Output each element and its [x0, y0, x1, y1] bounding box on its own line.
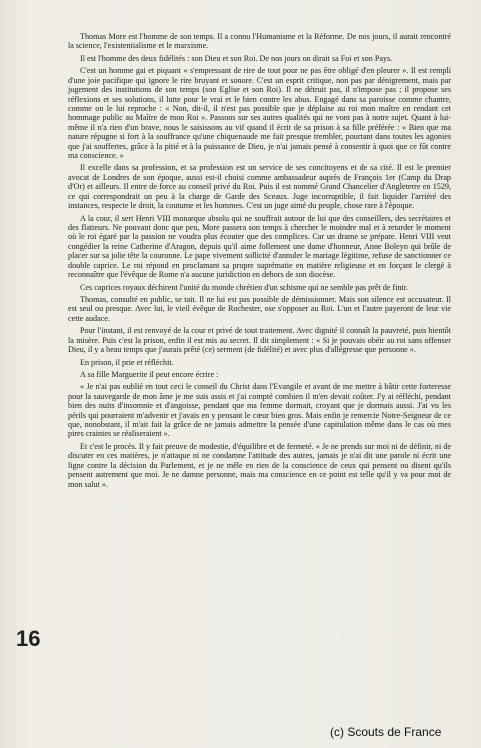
paragraph: Pour l'instant, il est renvoyé de la cour et privé de tout traitement. Avec dignité il connaît la pauvreté, puis bientôt la misère. Puis c'est la prison, enfin il est mis au secret. Il dit simplement : « Si je pouvais obéir au roi sans offenser Dieu, il y a beau temps que j'aurais prêté (ce) serment (de fidélité) et avec plus d'allégresse que personne ».: [68, 326, 451, 355]
paragraph: Il excelle dans sa profession, et sa profession est un service de ses concitoyens et de sa cité. Il est le premier avocat de Londres de son époque, aussi est-il choisi comme ambassadeur auprès de François 1er (Camp du Drap d'Or) et ailleurs. Il entre de force au conseil privé du Roi. Puis il est nommé Grand Chancelier d'Angleterre en 1529, ce qui correspondrait un peu à la charge de Garde des Sceaux. Juge incorruptible, il fait liquider l'arriéré des instances, respecte le droit, la coutume et les hommes. C'est un juge aimé du peuple, chose rare à l'époque.: [68, 163, 451, 211]
paragraph: Il est l'homme des deux fidélités : son Dieu et son Roi. De nos jours on dirait sa Foi et son Pays.: [80, 53, 393, 63]
paragraph: « Je n'ai pas oublié en tout ceci le conseil du Christ dans l'Evangile et avant de me mettre à bâtir cette forteresse pour la sauvegarde de mon âme je me suis assis et j'ai compté combien il m'en devait coûter. J'y ai réfléchi, pendant bien des nuits d'insomnie et d'angoisse, pendant que ma femme dormait, croyant que je dormais aussi. J'ai vu les périls qui pourraient m'advenir et j'avais en y pensant le cœur bien gros. Mais enfin je remercie Notre-Seigneur de ce que, nonobstant, il m'ait fait la grâce de ne jamais admettre la pensée d'une capitulation même dans le cas où mes pires craintes se réaliseraient ».: [68, 382, 451, 439]
paragraph: Ces caprices royaux déchirent l'unité du monde chrétien d'un schisme qui ne semble pas prêt de finir.: [80, 282, 409, 292]
page-number: 16: [16, 626, 41, 651]
paragraph: Thomas More est l'homme de son temps. Il a connu l'Humanisme et la Réforme. De nos jours, il aurait rencontré la science, l'existentialisme et le marxisme.: [68, 32, 451, 51]
paragraph: A la cour, il sert Henri VIII monarque absolu qui ne souffrait autour de lui que des conseillers, des secrétaires et des flatteurs. Ne pouvant donc que peu, More passera son temps à chercher le moindre mal et à retarder le moment où le roi égaré par la passion ne voudra plus écouter que des complices. Car un drame se prépare. Henri VIII veut congédier la reine Catherine d'Aragon, depuis qu'il aime follement une dame d'honneur, Anne Boleyn qui brûle de placer sur sa jolie tête la couronne. Le pape vivement sollicité d'annuler le mariage légitime, refuse de sanctionner ce double caprice. Le roi répond en proclamant sa propre suprématie en matière religieuse et en forçant le clergé à reconnaître que l'évêque de Rome n'a aucune juridiction en dehors de son diocèse.: [68, 213, 451, 280]
paragraph: En prison, il prie et réfléchit.: [80, 357, 174, 367]
paragraph: C'est un homme gai et piquant « s'empressant de rire de tout pour ne pas être obligé d'en pleurer ». Il est rempli d'une joie pacifique qui ignore le rire bruyant et sonore. C'est un esprit critique, non pas par dénigrement, mais par jugement des institutions de son temps (son Eglise et son Roi). Il ne détruit pas, il n'impose pas ; il propose ses réflexions et ses solutions, il lutte pour le vrai et le bien contre les abus. Engagé dans sa paroisse comme chantre, comme on le lui reproche : « Non, dit-il, il n'est pas possible que je déplaise au roi mon maître en rendant cet hommage public au Maître de mon Roi ». Passons sur ses autres qualités qui ne vont pas à notre sujet. Quant à lui-même il n'a rien d'un brave, nous le saisissons au vif quand il écrit de sa prison à sa fille préférée : « Bien que ma nature répugne si fort à la souffrance qu'une chiquenaude me fait presque trembler, pourtant dans toutes les agonies que j'ai souffertes, grâce à la pitié et à la puissance de Dieu, je n'ai jamais pensé à consentir à quoi que ce fût contre ma conscience. »: [68, 66, 451, 161]
paragraph: Thomas, consulté en public, se tait. Il ne lui est pas possible de démissionner. Mais son silence est accusateur. Il est seul ou presque. Avec lui, le vieil évêque de Rochester, ose s'opposer au Roi. L'un et l'autre payeront de leur vie cette audace.: [68, 294, 451, 323]
paragraph: Et c'est le procès. Il y fait preuve de modestie, d'équilibre et de fermeté. « Je ne prends sur moi ni de définir, ni de discuter en ces matières, je n'attaque ni ne condamne l'attitude des autres, jamais je n'ai dit une parole ni écrit une ligne contre la décision du Parlement, et je ne mêle en rien de la conscience de ceux qui pensent ou disent qu'ils pensent autrement que moi. Je ne damne personne, mais ma conscience en ce point est telle qu'il y va pour moi de mon salut ».: [68, 441, 451, 489]
body-text: [68, 32, 451, 489]
paragraph: A sa fille Marguerite il peut encore écrire :: [80, 369, 219, 379]
copyright-notice: (c) Scouts de France: [330, 725, 442, 739]
